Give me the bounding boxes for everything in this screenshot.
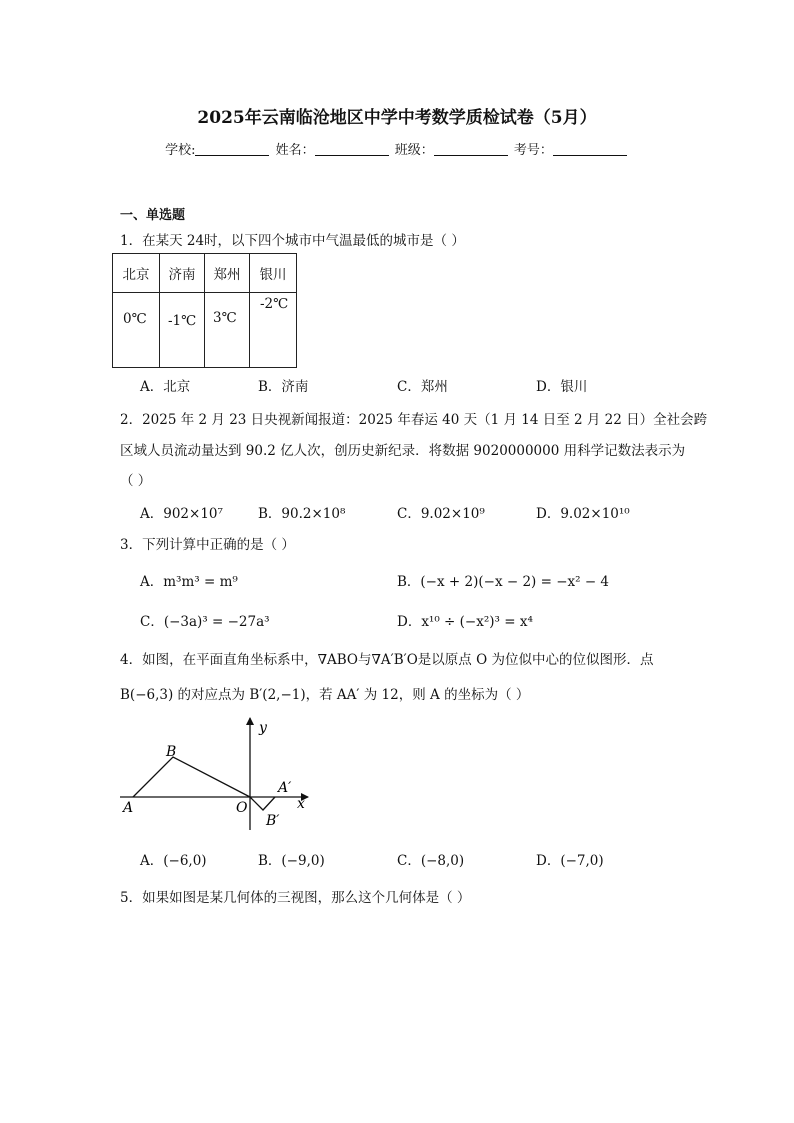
q2-option-a[interactable]: A．902×10⁷ [140, 506, 223, 522]
q1-option-a[interactable]: A．北京 [140, 379, 191, 395]
q3-option-b[interactable]: B．(−x + 2)(−x − 2) = −x² − 4 [397, 574, 610, 590]
temp-cell [205, 293, 250, 368]
y-axis-label: y [259, 720, 267, 736]
temp-value: -2℃ [260, 296, 289, 312]
city-cell: 郑州 [205, 254, 250, 293]
city-cell: 北京 [113, 254, 160, 293]
q4-stem-line2: B(−6,3) 的对应点为 B′(2,−1)，若 AA′ 为 12，则 A 的坐标为（ ） [120, 687, 530, 703]
point-b-label: B [166, 744, 177, 760]
q2-option-c[interactable]: C．9.02×10⁹ [397, 506, 485, 522]
q4-coordinate-figure [118, 714, 318, 832]
q1-option-d[interactable]: D．银川 [536, 379, 588, 395]
city-cell: 银川 [250, 254, 297, 293]
q4-option-a[interactable]: A．(−6,0) [140, 853, 207, 869]
city-cell: 济南 [160, 254, 205, 293]
temp-value: 3℃ [213, 310, 237, 326]
q2-stem-line1: 2．2025 年 2 月 23 日央视新闻报道：2025 年春运 40 天（1 月 14 日至 2 月 22 日）全社会跨 [120, 412, 708, 428]
q4-stem-line1: 4．如图，在平面直角坐标系中，∇ABO与∇A′B′O是以原点 O 为位似中心的位似图形．点 [120, 652, 654, 668]
q3-stem: 3．下列计算中正确的是（ ） [120, 537, 295, 553]
q4-option-d[interactable]: D．(−7,0) [536, 853, 604, 869]
q2-option-d[interactable]: D．9.02×10¹⁰ [536, 506, 630, 522]
school-blank[interactable] [195, 142, 269, 156]
temp-cell [250, 293, 297, 368]
q4-option-c[interactable]: C．(−8,0) [397, 853, 465, 869]
class-label: 班级： [394, 143, 434, 158]
q3-option-c[interactable]: C．(−3a)³ = −27a³ [140, 614, 270, 630]
q4-option-b[interactable]: B．(−9,0) [258, 853, 325, 869]
temp-value: -1℃ [168, 313, 197, 329]
exam-no-blank[interactable] [553, 142, 627, 156]
q1-temperature-table [112, 253, 297, 368]
page-title: 2025年云南临沧地区中学中考数学质检试卷（5月） [197, 108, 597, 128]
origin-label: O [236, 800, 248, 816]
q5-stem: 5．如果如图是某几何体的三视图，那么这个几何体是（ ） [120, 890, 471, 906]
q2-stem-line2: 区域人员流动量达到 90.2 亿人次，创历史新纪录．将数据 9020000000 用科学记数法表示为 [120, 443, 686, 459]
school-label: 学校: [165, 143, 196, 158]
q3-option-a[interactable]: A．m³m³ = m⁹ [140, 574, 238, 590]
temp-value: 0℃ [123, 311, 147, 327]
name-blank[interactable] [315, 142, 389, 156]
section-heading: 一、单选题 [120, 208, 186, 223]
q3-option-d[interactable]: D．x¹⁰ ÷ (−x²)³ = x⁴ [397, 614, 533, 630]
name-label: 姓名： [275, 143, 315, 158]
exam-no-label: 考号： [513, 143, 553, 158]
q1-stem: 1．在某天 24时，以下四个城市中气温最低的城市是（ ） [120, 233, 465, 249]
q2-option-b[interactable]: B．90.2×10⁸ [258, 506, 346, 522]
triangle-abo [133, 757, 250, 797]
x-axis-label: x [297, 796, 305, 812]
q1-option-b[interactable]: B．济南 [258, 379, 309, 395]
q1-option-c[interactable]: C．郑州 [397, 379, 448, 395]
triangle-a-prime-b-prime-o [250, 797, 275, 810]
student-info-line [0, 139, 794, 158]
point-b-prime-label: B′ [266, 813, 280, 829]
temp-cell [160, 293, 205, 368]
q2-stem-line3: （ ） [120, 473, 152, 489]
point-a-prime-label: A′ [278, 780, 292, 796]
q4-figure-svg [118, 714, 318, 832]
point-a-label: A [123, 800, 134, 816]
temp-cell [113, 293, 160, 368]
class-blank[interactable] [434, 142, 508, 156]
